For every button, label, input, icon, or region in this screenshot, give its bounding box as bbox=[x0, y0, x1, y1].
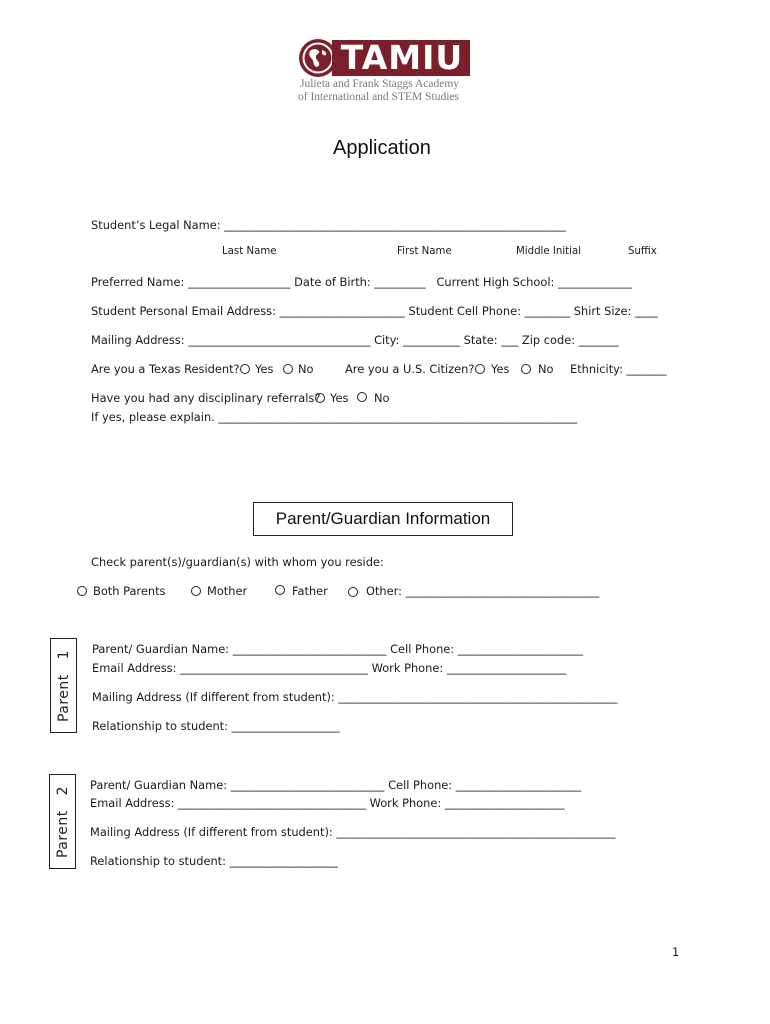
parent-2-email-row[interactable]: Email Address: _________________________________ Work Phone: _____________________ bbox=[90, 796, 565, 810]
ethnicity-field[interactable]: Ethnicity: _______ bbox=[570, 362, 667, 376]
citizen-yes-radio[interactable] bbox=[475, 364, 485, 374]
page-title: Application bbox=[333, 137, 431, 159]
mother-label: Mother bbox=[207, 584, 248, 598]
legal-name-field[interactable]: Student’s Legal Name: ____________________________________________________________ bbox=[91, 218, 566, 232]
discipline-yes-label: Yes bbox=[330, 391, 349, 405]
logo-line-1: Julieta and Frank Staggs Academy bbox=[300, 78, 460, 90]
parent-1-tab bbox=[50, 638, 77, 733]
mother-radio[interactable] bbox=[191, 586, 201, 596]
last-name-caption: Last Name bbox=[222, 246, 277, 257]
discipline-no-radio[interactable] bbox=[357, 392, 367, 402]
both-parents-label: Both Parents bbox=[93, 584, 166, 598]
parent-1-name-row[interactable]: Parent/ Guardian Name: ___________________________ Cell Phone: ______________________ bbox=[92, 642, 584, 656]
parent-1-relationship-row[interactable]: Relationship to student: ___________________ bbox=[92, 719, 340, 733]
texas-yes-radio[interactable] bbox=[240, 364, 250, 374]
email-row[interactable]: Student Personal Email Address: ______________________ Student Cell Phone: ________ Shirt Size: ____ bbox=[91, 304, 658, 318]
discipline-no-label: No bbox=[374, 391, 390, 405]
suffix-caption: Suffix bbox=[628, 246, 657, 257]
father-radio[interactable] bbox=[275, 585, 285, 595]
page-number: 1 bbox=[672, 945, 680, 959]
texas-resident-question: Are you a Texas Resident? bbox=[91, 362, 240, 376]
citizen-no-label: No bbox=[538, 362, 554, 376]
discipline-yes-radio[interactable] bbox=[315, 393, 325, 403]
citizen-question: Are you a U.S. Citizen? bbox=[345, 362, 475, 376]
texas-yes-label: Yes bbox=[255, 362, 274, 376]
disciplinary-question: Have you had any disciplinary referrals? bbox=[91, 391, 321, 405]
other-radio[interactable] bbox=[348, 587, 358, 597]
parent-1-email-row[interactable]: Email Address: _________________________________ Work Phone: _____________________ bbox=[92, 661, 567, 675]
parent-2-label: Parent 2 bbox=[54, 785, 71, 858]
parent-1-label: Parent 1 bbox=[55, 649, 72, 722]
parent-2-relationship-row[interactable]: Relationship to student: ___________________ bbox=[90, 854, 338, 868]
logo-line-2: of International and STEM Studies bbox=[298, 91, 459, 103]
parent-2-tab bbox=[49, 774, 76, 869]
mailing-address-row[interactable]: Mailing Address: ________________________________ City: __________ State: ___ Zip code: _______ bbox=[91, 333, 619, 347]
parent-2-name-row[interactable]: Parent/ Guardian Name: ___________________________ Cell Phone: ______________________ bbox=[90, 778, 582, 792]
parent-1-mailing-row[interactable]: Mailing Address (If different from student): _________________________________________________ bbox=[92, 690, 618, 704]
citizen-yes-label: Yes bbox=[491, 362, 510, 376]
citizen-no-radio[interactable] bbox=[521, 364, 531, 374]
first-name-caption: First Name bbox=[397, 246, 452, 257]
other-field[interactable]: Other: __________________________________ bbox=[366, 584, 600, 598]
preferred-name-row[interactable]: Preferred Name: __________________ Date of Birth: _________ Current High School: _____________ bbox=[91, 275, 632, 289]
parent-guardian-heading: Parent/Guardian Information bbox=[253, 502, 513, 536]
texas-no-radio[interactable] bbox=[283, 364, 293, 374]
check-residence-text: Check parent(s)/guardian(s) with whom you reside: bbox=[91, 555, 384, 569]
middle-initial-caption: Middle Initial bbox=[516, 246, 582, 257]
tamiu-logo bbox=[298, 38, 473, 106]
both-parents-radio[interactable] bbox=[77, 586, 87, 596]
wordmark: TAMIU bbox=[340, 38, 464, 77]
father-label: Father bbox=[292, 584, 328, 598]
explain-field[interactable]: If yes, please explain. _______________________________________________________________ bbox=[91, 410, 578, 424]
texas-no-label: No bbox=[298, 362, 314, 376]
parent-2-mailing-row[interactable]: Mailing Address (If different from student): _________________________________________________ bbox=[90, 825, 616, 839]
